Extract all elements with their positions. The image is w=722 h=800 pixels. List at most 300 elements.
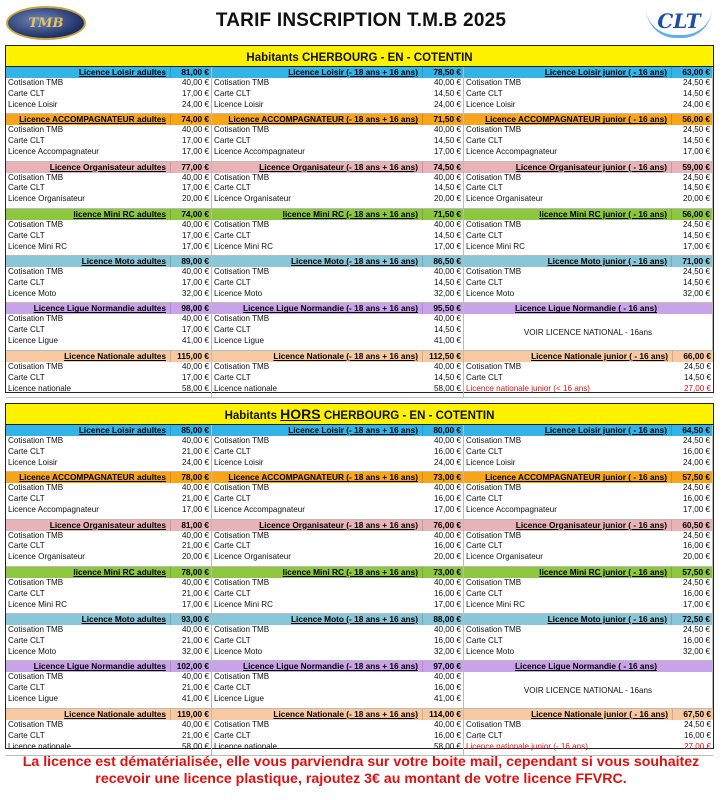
- license-total-price: 57,50 €: [671, 472, 712, 483]
- price-line-label: Cotisation TMB: [8, 172, 64, 182]
- license-card-header: [6, 520, 211, 531]
- license-card-header: [464, 67, 712, 78]
- price-line-amount: 16,00 €: [433, 636, 461, 646]
- price-line: [6, 742, 211, 753]
- license-card-header: [464, 351, 713, 362]
- license-name: Licence Nationale (- 18 ans + 16 ans): [273, 708, 418, 719]
- page-header: [0, 0, 722, 44]
- price-line-amount: 58,00 €: [433, 741, 461, 751]
- price-line-label: Carte CLT: [214, 636, 251, 646]
- price-line-label: Carte CLT: [8, 372, 45, 382]
- price-line-amount: 16,00 €: [682, 494, 710, 504]
- price-line-amount: 17,00 €: [682, 241, 710, 251]
- price-line: [464, 194, 712, 205]
- license-total-price: 71,50 €: [422, 209, 463, 220]
- license-name: Licence Loisir (- 18 ans + 16 ans): [288, 67, 418, 77]
- price-line-amount: 14,50 €: [433, 278, 461, 288]
- price-line-amount: 14,50 €: [433, 230, 461, 240]
- price-line-amount: 21,00 €: [181, 730, 209, 740]
- license-card: [6, 303, 212, 350]
- price-line: [212, 278, 463, 289]
- price-line-amount: 17,00 €: [682, 505, 710, 515]
- license-card: [464, 709, 713, 756]
- price-line: [6, 647, 211, 658]
- price-line-label: Cotisation TMB: [214, 530, 270, 540]
- price-line-amount: 40,00 €: [181, 436, 209, 445]
- price-line-amount: 16,00 €: [433, 588, 461, 598]
- license-card: [212, 567, 464, 614]
- license-card: [464, 661, 713, 708]
- license-card-header: [212, 709, 463, 720]
- license-name: Licence Nationale junior ( - 16 ans): [531, 708, 668, 719]
- price-line-label: Cotisation TMB: [8, 267, 64, 277]
- price-line: [464, 100, 712, 111]
- price-line: [6, 125, 211, 136]
- price-line-amount: 24,00 €: [181, 457, 209, 467]
- price-line-label: Carte CLT: [8, 541, 45, 551]
- price-line: [464, 742, 713, 753]
- price-line-label: Licence Ligue: [214, 336, 264, 346]
- price-line-label: Carte CLT: [466, 372, 503, 382]
- license-card: [464, 303, 713, 350]
- price-line-amount: 40,00 €: [181, 483, 209, 493]
- price-line-label: Cotisation TMB: [8, 361, 64, 371]
- price-line: [6, 336, 211, 347]
- price-line: [212, 183, 463, 194]
- price-line: [6, 458, 211, 469]
- price-line-amount: 17,00 €: [181, 136, 209, 146]
- price-line: [212, 458, 463, 469]
- license-name: licence Mini RC adultes: [73, 566, 166, 577]
- license-card: [6, 472, 212, 519]
- price-line-amount: 16,00 €: [433, 446, 461, 456]
- license-card: [464, 472, 713, 519]
- license-name: Licence ACCOMPAGNATEUR adultes: [19, 472, 166, 483]
- license-name: Licence Loisir adultes: [78, 425, 166, 435]
- license-name: Licence Loisir (- 18 ans + 16 ans): [288, 425, 418, 435]
- section-outside-residents: [5, 403, 714, 749]
- license-total-price: 60,50 €: [671, 520, 712, 531]
- price-line-label: Licence Loisir: [214, 457, 264, 467]
- price-line-amount: 20,00 €: [181, 194, 209, 204]
- license-name: Licence Moto junior ( - 16 ans): [547, 614, 667, 625]
- price-line-amount: 41,00 €: [433, 694, 461, 704]
- price-line: [464, 578, 712, 589]
- price-line: [212, 531, 463, 542]
- price-line-label: Carte CLT: [8, 136, 45, 146]
- license-card-header: [464, 303, 712, 314]
- price-line-label: Licence Accompagnateur: [214, 147, 305, 157]
- license-card-header: [212, 209, 463, 220]
- price-line-amount: 40,00 €: [433, 719, 461, 729]
- license-card: [212, 114, 464, 161]
- license-card: [464, 567, 713, 614]
- license-name: Licence Organisateur (- 18 ans + 16 ans): [259, 161, 418, 172]
- price-line-label: Carte CLT: [214, 730, 251, 740]
- price-line-amount: 40,00 €: [181, 78, 209, 87]
- license-card: [212, 614, 464, 661]
- price-line: [464, 289, 712, 300]
- price-line-label: Cotisation TMB: [214, 219, 270, 229]
- price-line: [212, 336, 463, 347]
- license-card: [212, 303, 464, 350]
- price-line: [212, 578, 463, 589]
- price-line: [212, 125, 463, 136]
- license-card: [212, 209, 464, 256]
- license-total-price: 78,00 €: [170, 567, 211, 578]
- price-line: [6, 578, 211, 589]
- price-line-amount: 16,00 €: [433, 541, 461, 551]
- license-card-header: [6, 709, 211, 720]
- price-line: [464, 589, 712, 600]
- price-line-amount: 24,00 €: [181, 99, 209, 109]
- footnote: La licence est dématérialisée, elle vous parviendra sur votre boite mail, cependant si vous souhaitez recevoir une licence plastique, rajoutez 3€ au montant de votre licence FFVRC.: [22, 754, 700, 787]
- license-card: [6, 67, 212, 114]
- price-line: [464, 267, 712, 278]
- price-line-label: Licence nationale junior (- 16 ans): [466, 741, 588, 751]
- price-line: [464, 647, 712, 658]
- price-line-amount: 24,50 €: [682, 219, 710, 229]
- price-line-label: Carte CLT: [214, 446, 251, 456]
- price-line-amount: 24,50 €: [683, 719, 711, 729]
- price-line-label: Cotisation TMB: [466, 78, 522, 87]
- license-card-header: [6, 67, 211, 78]
- license-card: [212, 351, 464, 398]
- price-line-amount: 40,00 €: [433, 361, 461, 371]
- price-line-label: Carte CLT: [214, 494, 251, 504]
- price-line-label: Licence Moto: [214, 288, 263, 298]
- price-line-label: Cotisation TMB: [8, 672, 64, 682]
- price-line-amount: 17,00 €: [682, 599, 710, 609]
- price-line-amount: 32,00 €: [433, 288, 461, 298]
- license-card-header: [464, 114, 712, 125]
- license-name: Licence Loisir junior ( - 16 ans): [544, 67, 667, 77]
- price-line-label: Cotisation TMB: [8, 219, 64, 229]
- tmb-logo: TMB: [6, 6, 86, 40]
- section-title-suffix: CHERBOURG - EN - COTENTIN: [320, 410, 495, 422]
- price-line: [6, 89, 211, 100]
- price-line-amount: 20,00 €: [181, 552, 209, 562]
- license-total-price: 88,00 €: [422, 614, 463, 625]
- section-title-prefix: Habitants: [246, 52, 302, 64]
- price-line-amount: 17,00 €: [181, 230, 209, 240]
- price-line-label: Carte CLT: [214, 183, 251, 193]
- license-card-header: [212, 520, 463, 531]
- license-card-header: [212, 256, 463, 267]
- license-card: [212, 709, 464, 756]
- price-line-amount: 40,00 €: [433, 530, 461, 540]
- price-line-amount: 40,00 €: [433, 625, 461, 635]
- price-line-amount: 40,00 €: [433, 172, 461, 182]
- price-line-label: Licence Mini RC: [8, 241, 67, 251]
- price-line: [6, 289, 211, 300]
- price-line-amount: 17,00 €: [181, 241, 209, 251]
- price-line-label: Cotisation TMB: [466, 125, 522, 135]
- price-line-label: Cotisation TMB: [466, 530, 522, 540]
- price-line: [464, 125, 712, 136]
- price-line: [6, 731, 211, 742]
- price-line-label: Licence Accompagnateur: [8, 505, 99, 515]
- price-line-label: Carte CLT: [8, 325, 45, 335]
- price-line-amount: 17,00 €: [433, 147, 461, 157]
- license-total-price: 57,50 €: [671, 567, 712, 578]
- price-line-label: Licence Accompagnateur: [466, 505, 557, 515]
- price-line-label: Cotisation TMB: [214, 719, 270, 729]
- price-line-label: Licence Accompagnateur: [8, 147, 99, 157]
- price-line: [464, 436, 712, 447]
- license-card-header: [464, 425, 712, 436]
- price-line-label: Cotisation TMB: [466, 436, 522, 445]
- license-card: [464, 614, 713, 661]
- price-line-amount: 41,00 €: [181, 694, 209, 704]
- license-card: [464, 67, 713, 114]
- price-line-label: Cotisation TMB: [8, 577, 64, 587]
- price-line-amount: 27,00 €: [683, 383, 711, 393]
- license-card-header: [464, 209, 712, 220]
- price-line: [6, 183, 211, 194]
- price-line: [464, 541, 712, 552]
- price-line-amount: 20,00 €: [682, 552, 710, 562]
- license-card-header: [212, 472, 463, 483]
- license-total-price: 102,00 €: [170, 661, 211, 672]
- price-line: [212, 436, 463, 447]
- price-line-label: Cotisation TMB: [8, 625, 64, 635]
- license-total-price: 67,50 €: [672, 709, 713, 720]
- price-line-label: Carte CLT: [466, 446, 503, 456]
- license-name: Licence Nationale junior ( - 16 ans): [531, 350, 668, 361]
- price-line: [212, 289, 463, 300]
- license-card-header: [212, 114, 463, 125]
- license-total-price: 78,50 €: [422, 67, 463, 78]
- price-line: [212, 600, 463, 611]
- license-total-price: 66,00 €: [672, 351, 713, 362]
- price-line-label: Carte CLT: [8, 446, 45, 456]
- price-line: [464, 600, 712, 611]
- license-name: Licence Nationale (- 18 ans + 16 ans): [273, 350, 418, 361]
- price-line: [6, 436, 211, 447]
- price-line: [464, 278, 712, 289]
- price-line-label: Cotisation TMB: [8, 125, 64, 135]
- price-line: [212, 731, 463, 742]
- license-card-header: [212, 614, 463, 625]
- license-card: [212, 425, 464, 472]
- license-total-price: 63,00 €: [671, 67, 712, 78]
- price-line-amount: 17,00 €: [181, 372, 209, 382]
- license-card: [464, 256, 713, 303]
- license-card-header: [6, 303, 211, 314]
- price-line-amount: 24,00 €: [433, 457, 461, 467]
- price-line-label: Licence nationale junior (< 16 ans): [466, 383, 590, 393]
- price-line: [464, 362, 713, 373]
- license-name: licence Mini RC adultes: [73, 208, 166, 219]
- price-line: [464, 458, 712, 469]
- price-line: [6, 78, 211, 89]
- license-card-header: [212, 567, 463, 578]
- price-line-amount: 21,00 €: [181, 636, 209, 646]
- price-line-amount: 16,00 €: [433, 683, 461, 693]
- price-line: [6, 325, 211, 336]
- price-line: [212, 147, 463, 158]
- license-card-header: [464, 472, 712, 483]
- license-name: licence Mini RC junior ( - 16 ans): [539, 566, 667, 577]
- price-line-amount: 32,00 €: [181, 288, 209, 298]
- price-line-label: Carte CLT: [466, 88, 503, 98]
- price-line-amount: 16,00 €: [682, 588, 710, 598]
- price-line-amount: 24,50 €: [682, 125, 710, 135]
- price-line-amount: 24,50 €: [682, 78, 710, 87]
- license-card-header: [212, 351, 463, 362]
- price-line-label: Licence nationale: [8, 383, 71, 393]
- price-line-amount: 58,00 €: [181, 383, 209, 393]
- price-line-label: Licence Loisir: [8, 457, 58, 467]
- license-card-header: [464, 709, 713, 720]
- price-line-label: Cotisation TMB: [8, 314, 64, 324]
- price-line-amount: 40,00 €: [433, 672, 461, 682]
- price-line: [464, 183, 712, 194]
- price-line: [212, 325, 463, 336]
- license-name: Licence Organisateur junior ( - 16 ans): [515, 519, 667, 530]
- price-line-amount: 17,00 €: [181, 278, 209, 288]
- price-line: [212, 373, 463, 384]
- license-name: Licence Ligue Normandie adultes: [33, 661, 166, 672]
- price-line-amount: 17,00 €: [181, 88, 209, 98]
- price-line: [212, 173, 463, 184]
- price-line-label: Cotisation TMB: [466, 361, 522, 371]
- price-line-label: Cotisation TMB: [466, 577, 522, 587]
- price-line: [212, 231, 463, 242]
- license-note: VOIR LICENCE NATIONAL - 16ans: [523, 327, 653, 337]
- price-line: [6, 589, 211, 600]
- price-line: [212, 194, 463, 205]
- price-line-label: Licence Loisir: [466, 457, 516, 467]
- license-card-header: [6, 614, 211, 625]
- price-line: [212, 683, 463, 694]
- price-line: [6, 636, 211, 647]
- license-name: Licence Ligue Normandie (- 18 ans + 16 ans): [243, 661, 418, 672]
- price-line-amount: 32,00 €: [181, 646, 209, 656]
- price-line-label: Carte CLT: [214, 683, 251, 693]
- price-line-amount: 16,00 €: [682, 636, 710, 646]
- license-total-price: 59,00 €: [671, 162, 712, 173]
- price-line-label: Cotisation TMB: [214, 78, 270, 87]
- license-card-header: [464, 256, 712, 267]
- price-line: [212, 447, 463, 458]
- price-line: [212, 78, 463, 89]
- price-line-label: Licence Organisateur: [466, 194, 543, 204]
- price-line: [464, 636, 712, 647]
- price-line-label: Carte CLT: [466, 183, 503, 193]
- price-line-label: Licence Ligue: [8, 694, 58, 704]
- price-line-label: Carte CLT: [8, 683, 45, 693]
- license-total-price: 71,00 €: [671, 256, 712, 267]
- price-line-label: Cotisation TMB: [214, 577, 270, 587]
- license-card-header: [6, 162, 211, 173]
- price-line-amount: 40,00 €: [181, 719, 209, 729]
- license-total-price: 76,00 €: [422, 520, 463, 531]
- price-line: [6, 694, 211, 705]
- license-card: [464, 425, 713, 472]
- price-line-amount: 14,50 €: [433, 88, 461, 98]
- price-line-label: Licence Loisir: [214, 99, 264, 109]
- price-line-amount: 14,50 €: [682, 278, 710, 288]
- price-line: [6, 194, 211, 205]
- price-line-amount: 17,00 €: [433, 505, 461, 515]
- price-line: [212, 625, 463, 636]
- section-title-prefix: Habitants: [224, 410, 281, 422]
- price-line-label: Cotisation TMB: [214, 625, 270, 635]
- license-name: Licence Moto (- 18 ans + 16 ans): [290, 614, 418, 625]
- license-name: Licence Moto adultes: [81, 614, 166, 625]
- price-line-amount: 16,00 €: [433, 494, 461, 504]
- price-line-label: Carte CLT: [466, 230, 503, 240]
- price-line-label: Cotisation TMB: [214, 125, 270, 135]
- price-line-amount: 16,00 €: [683, 730, 711, 740]
- price-line: [212, 267, 463, 278]
- price-line: [464, 447, 712, 458]
- license-name: Licence Organisateur adultes: [49, 519, 166, 530]
- clt-logo: CLT: [646, 6, 712, 38]
- price-line: [464, 384, 713, 395]
- price-line: [212, 384, 463, 395]
- license-total-price: 77,00 €: [170, 162, 211, 173]
- price-line-label: Licence Mini RC: [214, 599, 273, 609]
- price-line-amount: 40,00 €: [181, 125, 209, 135]
- price-line: [6, 384, 211, 395]
- price-line-label: Cotisation TMB: [214, 172, 270, 182]
- price-line-amount: 24,50 €: [682, 577, 710, 587]
- price-line-amount: 40,00 €: [181, 361, 209, 371]
- price-line-amount: 17,00 €: [181, 147, 209, 157]
- license-total-price: 81,00 €: [170, 67, 211, 78]
- license-name: Licence Ligue Normandie ( - 16 ans): [514, 303, 657, 314]
- price-line: [6, 505, 211, 516]
- license-name: Licence Moto (- 18 ans + 16 ans): [290, 256, 418, 267]
- license-card-header: [464, 162, 712, 173]
- price-line-label: Carte CLT: [8, 494, 45, 504]
- price-line: [6, 683, 211, 694]
- price-line-amount: 27,00 €: [683, 741, 711, 751]
- section-title: [6, 46, 713, 67]
- price-line-amount: 17,00 €: [181, 183, 209, 193]
- price-line: [6, 447, 211, 458]
- price-line-amount: 58,00 €: [181, 741, 209, 751]
- license-name: Licence Organisateur junior ( - 16 ans): [515, 161, 667, 172]
- price-line: [212, 720, 463, 731]
- license-card-header: [464, 520, 712, 531]
- license-card: [6, 162, 212, 209]
- license-card-header: [6, 472, 211, 483]
- license-card: [6, 661, 212, 708]
- price-line: [212, 672, 463, 683]
- price-line: [6, 600, 211, 611]
- license-name: Licence ACCOMPAGNATEUR junior ( - 16 ans): [485, 114, 667, 125]
- section-cherbourg-residents: [5, 45, 714, 393]
- price-line: [6, 494, 211, 505]
- license-name: Licence Organisateur adultes: [49, 161, 166, 172]
- price-line-amount: 40,00 €: [433, 267, 461, 277]
- license-card-header: [212, 303, 463, 314]
- license-card-header: [464, 567, 712, 578]
- price-line-amount: 21,00 €: [181, 494, 209, 504]
- price-line-label: Cotisation TMB: [466, 483, 522, 493]
- price-line-label: Cotisation TMB: [8, 436, 64, 445]
- price-line-label: Licence Moto: [8, 288, 57, 298]
- price-line: [212, 505, 463, 516]
- price-line: [212, 362, 463, 373]
- price-line-amount: 17,00 €: [433, 241, 461, 251]
- license-total-price: 56,00 €: [671, 209, 712, 220]
- price-line-label: Carte CLT: [8, 278, 45, 288]
